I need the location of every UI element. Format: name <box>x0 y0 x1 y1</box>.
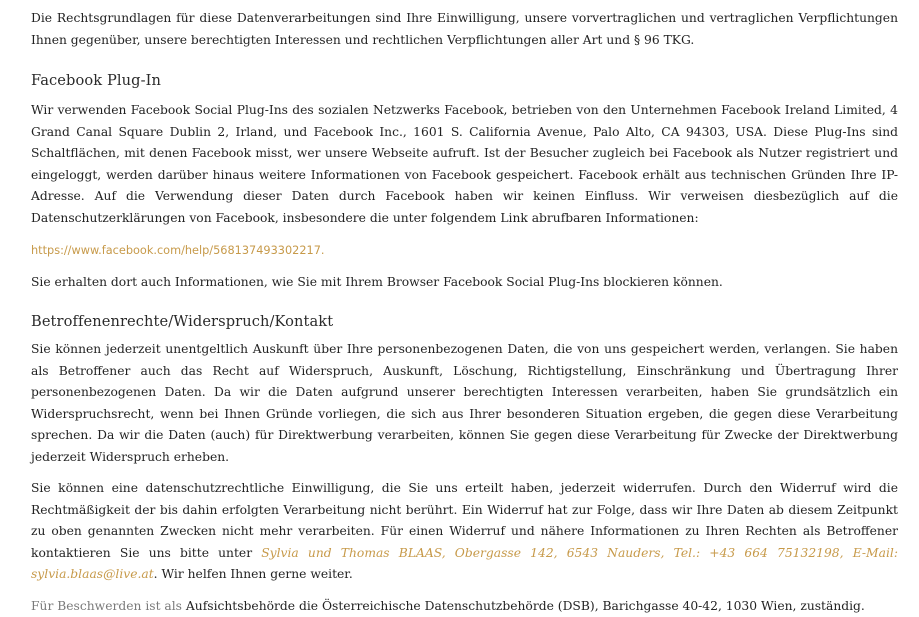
revocation-text: Sie können eine datenschutzrechtliche Einwilligung, die Sie uns erteilt haben, jederzeit widerrufen. Durch den Widerruf wird die Rechtmäßigkeit der bis dahin erfolgten Verarbeitung nicht berührt. Ein Widerruf hat zur Folge, dass wir Ihre Daten ab diesem Zeitpunkt zu oben genannten Zwecken nicht mehr verarbeiten. Für einen Widerruf und nähere Informationen zu Ihren Rechten als Betroffener kontaktieren Sie uns bitte unter <box>31 481 898 560</box>
complaint-text: Aufsichtsbehörde die Österreichische Datenschutzbehörde (DSB), Barichgasse 40-42, 1030 Wien, zuständig. <box>186 599 865 613</box>
facebook-plugin-paragraph: Wir verwenden Facebook Social Plug-Ins des sozialen Netzwerks Facebook, betrieben von den Unternehmen Facebook Ireland Limited, 4 Grand Canal Square Dublin 2, Irland, und Facebook Inc., 1601 S. California Avenue, Palo Alto, CA 94303, USA. Diese Plug-Ins sind Schaltflächen, mit denen Facebook misst, wer unsere Webseite aufruft. Ist der Besucher zugleich bei Facebook als Nutzer registriert und eingeloggt, werden darüber hinaus weitere Informationen von Facebook gespeichert. Facebook erhält aus technischen Gründen Ihre IP-Adresse. Auf die Verwendung dieser Daten durch Facebook haben wir keinen Einfluss. Wir verweisen diesbezüglich auf die Datenschutzerklärungen von Facebook, insbesondere die unter folgendem Link abrufbaren Informationen: <box>31 100 898 229</box>
complaint-prefix: Für Beschwerden ist als <box>31 599 186 613</box>
rights-paragraph: Sie können jederzeit unentgeltlich Auskunft über Ihre personenbezogenen Daten, die von uns gespeichert werden, verlangen. Sie haben als Betroffener auch das Recht auf Widerspruch, Auskunft, Löschung, Richtigstellung, Einschränkung und Übertragung Ihrer personenbezogenen Daten. Da wir die Daten aufgrund unserer berechtigten Interessen verarbeiten, haben Sie grundsätzlich ein Widerspruchsrecht, wenn bei Ihnen Gründe vorliegen, die sich aus Ihrer besonderen Situation ergeben, die gegen diese Verarbeitung sprechen. Da wir die Daten (auch) für Direktwerbung verarbeiten, können Sie gegen diese Verarbeitung für Zwecke der Direktwerbung jederzeit Widerspruch erheben. <box>31 339 898 468</box>
complaint-paragraph <box>31 596 898 617</box>
legal-basis-paragraph: Die Rechtsgrundlagen für diese Datenverarbeitungen sind Ihre Einwilligung, unsere vorvertraglichen und vertraglichen Verpflichtungen Ihnen gegenüber, unsere berechtigten Interessen und rechtlichen Verpflichtungen aller Art und § 96 TKG. <box>31 8 898 51</box>
contact-details: Sylvia und Thomas BLAAS, Obergasse 142, 6543 Nauders, Tel.: +43 664 75132198, E-Mail: <box>261 546 898 560</box>
facebook-browser-note: Sie erhalten dort auch Informationen, wie Sie mit Ihrem Browser Facebook Social Plug-Ins blockieren können. <box>31 272 898 294</box>
rights-heading: Betroffenenrechte/Widerspruch/Kontakt <box>31 313 898 330</box>
contact-email-link[interactable]: sylvia.blaas@live.at <box>31 567 154 581</box>
facebook-help-link[interactable]: https://www.facebook.com/help/568137493302217. <box>31 244 325 257</box>
revocation-paragraph <box>31 478 898 586</box>
facebook-plugin-heading: Facebook Plug-In <box>31 72 898 89</box>
revocation-closing: . Wir helfen Ihnen gerne weiter. <box>154 567 353 581</box>
facebook-help-link-paragraph <box>31 240 898 262</box>
